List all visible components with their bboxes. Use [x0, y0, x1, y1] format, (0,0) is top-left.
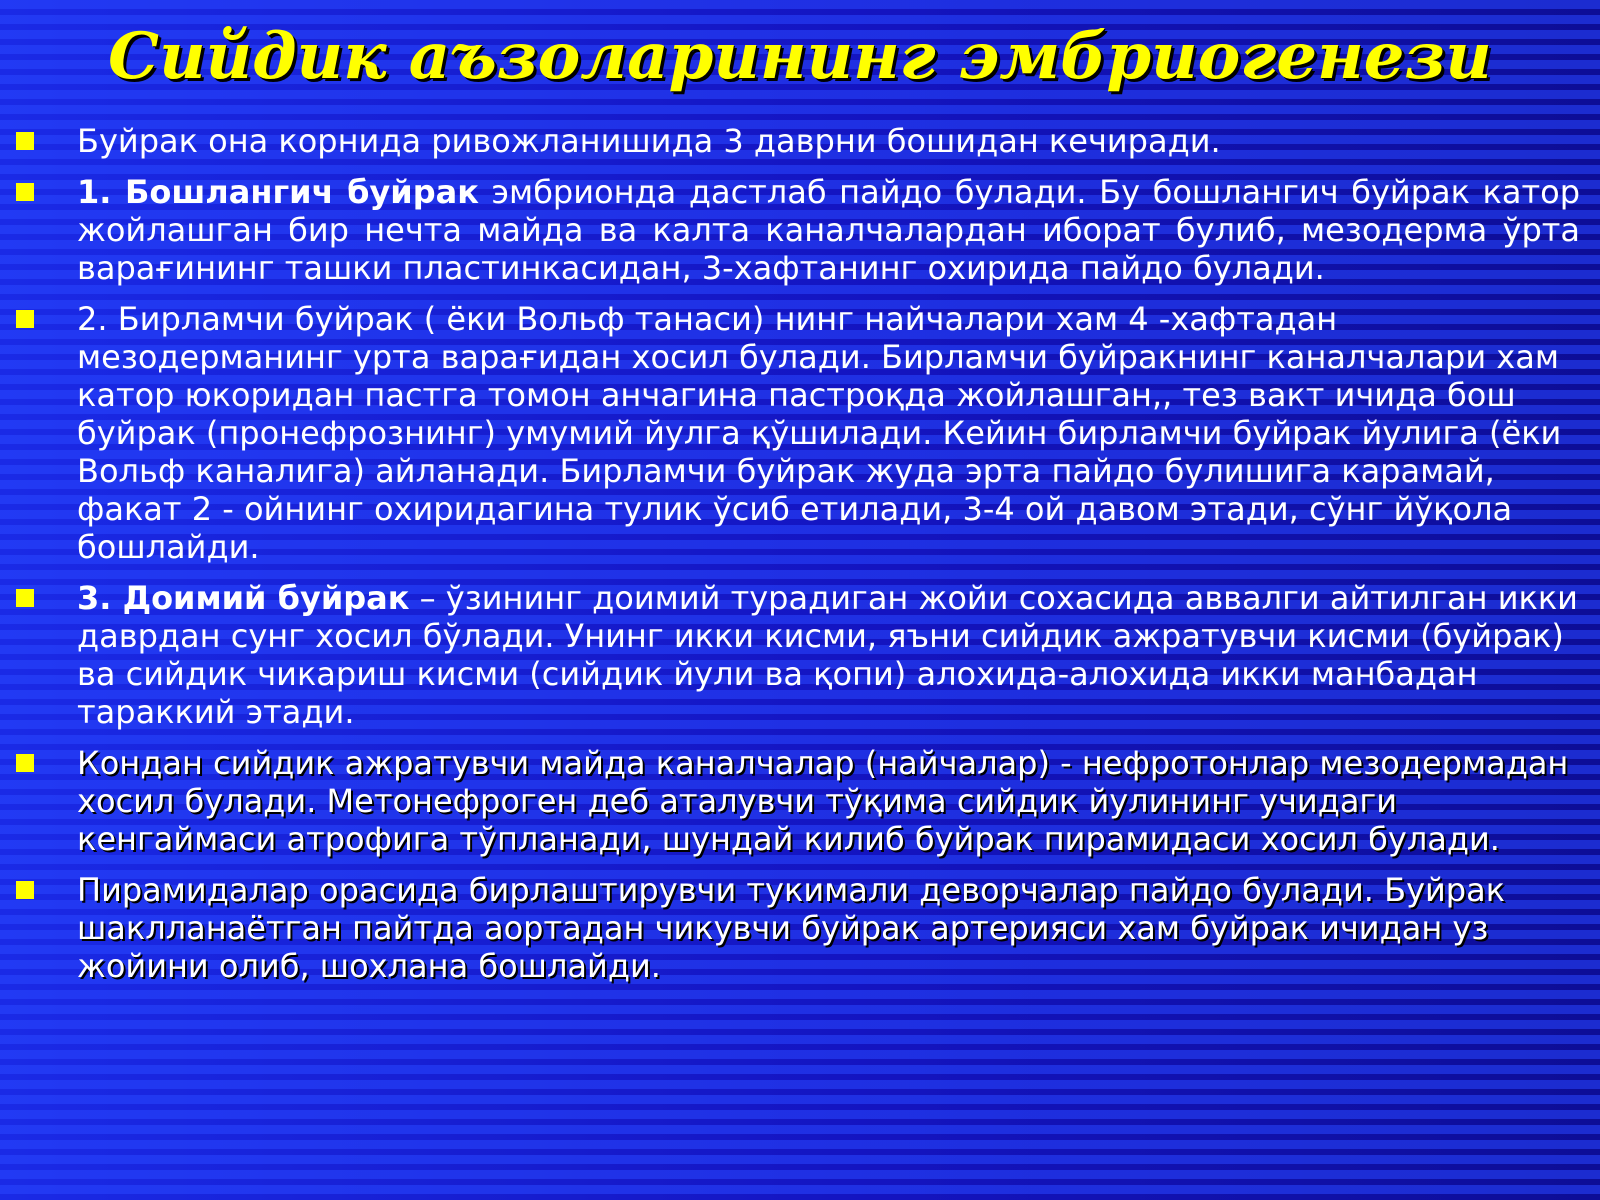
- square-bullet-icon: [16, 754, 34, 772]
- square-bullet-icon: [16, 183, 34, 201]
- item-text: Буйрак она корнида ривожланишида 3 даврни бошидан кечиради.: [77, 122, 1221, 160]
- square-bullet-icon: [16, 310, 34, 328]
- list-item: [0, 744, 1600, 858]
- list-item: [0, 300, 1600, 566]
- item-text: 2. Бирламчи буйрак ( ёки Вольф танаси) нинг найчалари хам 4 -хафтадан мезодерманинг урта варағидан хосил булади. Бирламчи буйракнинг каналчалари хам катор юкоридан пастга томон анчагина пастроқда жойлашган,, тез вакт ичида бош буйрак (пронефрознинг) умумий йулга қўшилади. Кейин бирламчи буйрак йулига (ёки Вольф каналига) айланади. Бирламчи буйрак жуда эрта пайдо булишига карамай, факат 2 - ойнинг охиридагина тулик ўсиб етилади, 3-4 ой давом этади, сўнг йўқола бошлайди.: [77, 300, 1562, 566]
- item-heading: 3. Доимий буйрак: [77, 579, 410, 617]
- list-item: [0, 579, 1600, 731]
- item-text: – ўзининг доимий турадиган жойи сохасида аввалги айтилган икки даврдан сунг хосил бўлади. Унинг икки кисми, яъни сийдик ажратувчи кисми (буйрак) ва сийдик чикариш кисми (сийдик йули ва қопи) алохида-алохида икки манбадан тараккий этади.: [77, 579, 1578, 731]
- slide-title: Сийдик аъзоларининг эмбриогенези: [108, 19, 1492, 94]
- list-item: [0, 871, 1600, 985]
- square-bullet-icon: [16, 881, 34, 899]
- list-item: [0, 173, 1600, 287]
- item-text: эмбрионда дастлаб пайдо булади. Бу бошлангич буйрак катор жойлашган бир нечта майда ва калта каналчалардан иборат булиб, мезодерма ўрта варағининг ташки пластинкасидан, 3-хафтанинг охирида пайдо булади.: [77, 173, 1581, 287]
- item-heading: 1. Бошлангич буйрак: [77, 173, 479, 211]
- bullet-list: [0, 122, 1600, 998]
- item-text: Пирамидалар орасида бирлаштирувчи тукимали деворчалар пайдо булади. Буйрак шаклланаётган пайтда аортадан чикувчи буйрак артерияси хам буйрак ичидан уз жойини олиб, шохлана бошлайди.: [77, 871, 1506, 985]
- square-bullet-icon: [16, 132, 34, 150]
- square-bullet-icon: [16, 589, 34, 607]
- list-item: [0, 122, 1600, 160]
- item-text: Кондан сийдик ажратувчи майда каналчалар (найчалар) - нефротонлар мезодермадан хосил булади. Метонефроген деб аталувчи тўқима сийдик йулининг учидаги кенгаймаси атрофига тўпланади, шундай килиб буйрак пирамидаси хосил булади.: [77, 744, 1569, 858]
